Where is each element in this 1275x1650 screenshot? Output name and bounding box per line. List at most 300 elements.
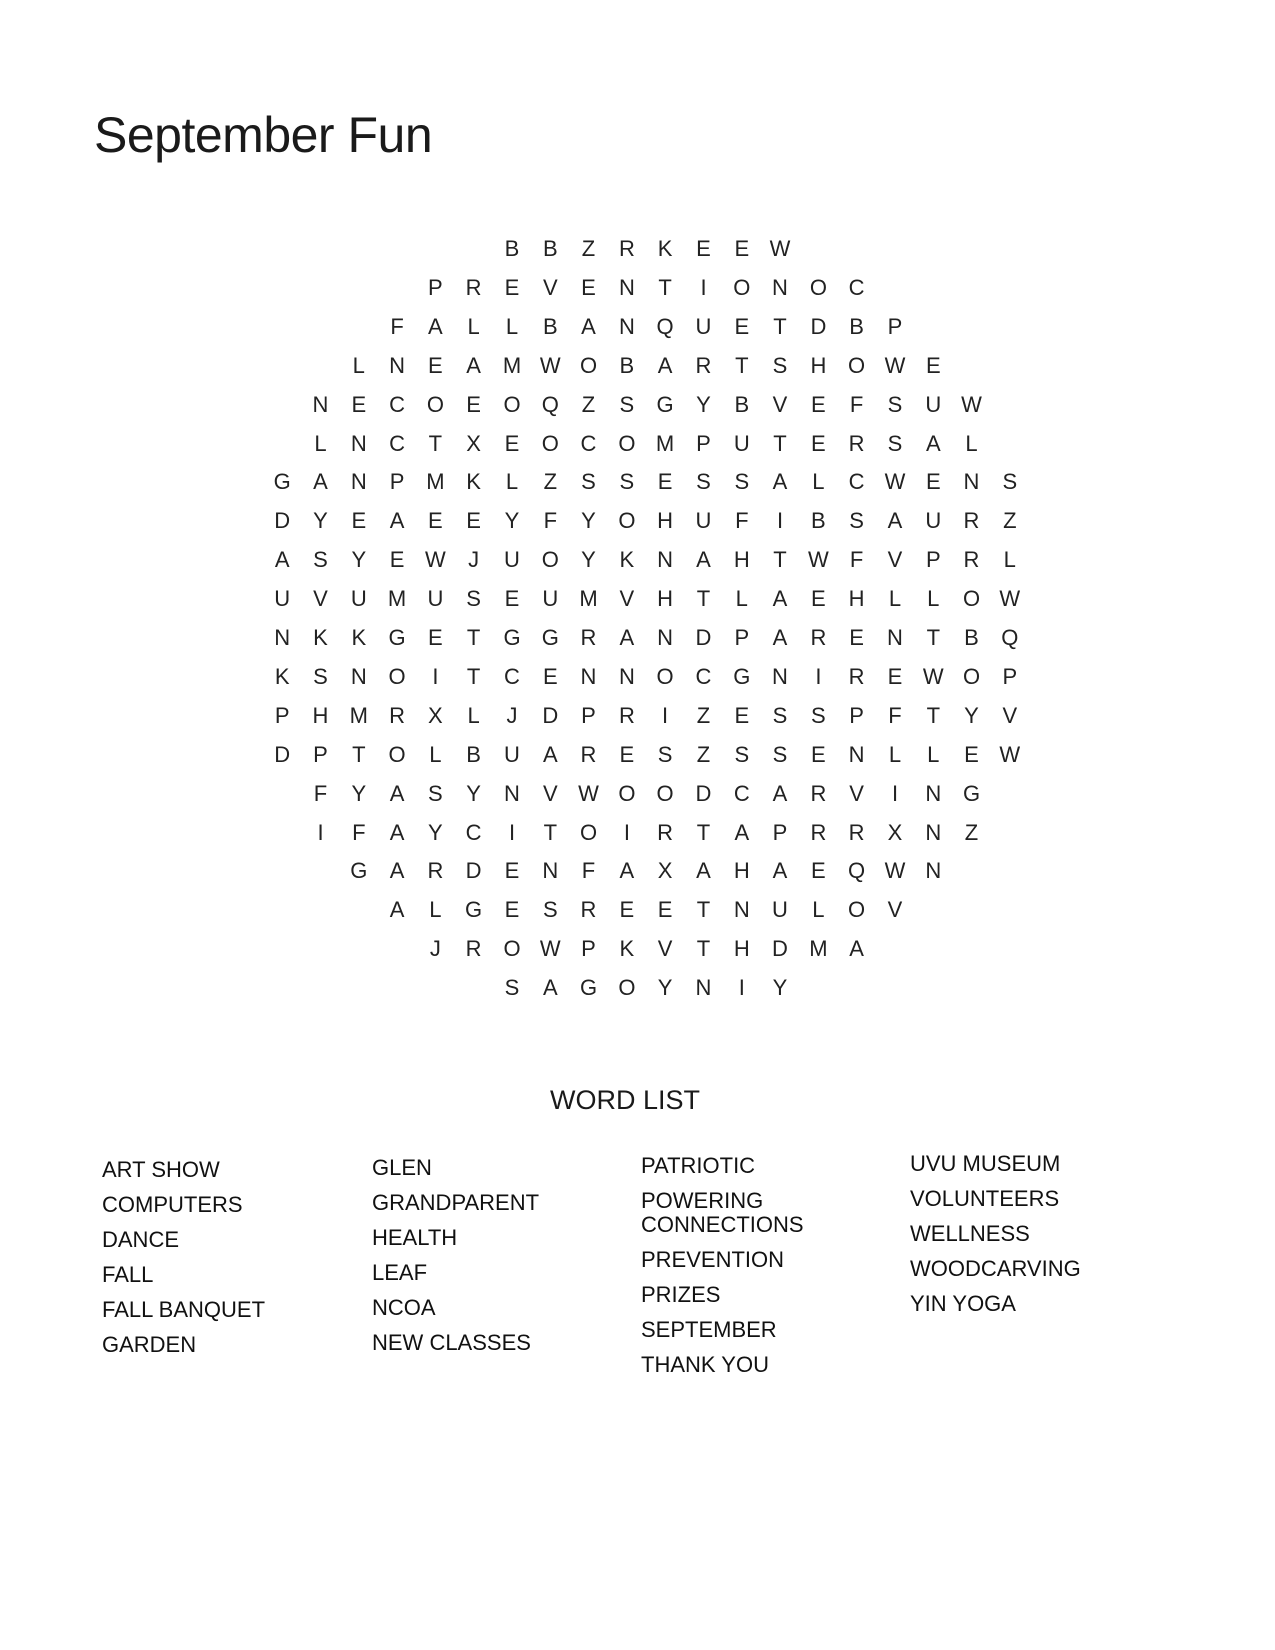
grid-letter: G [350,858,368,884]
grid-letter: R [810,780,827,806]
word-list-item: VOLUNTEERS [910,1186,1060,1211]
grid-letter: D [542,702,559,728]
word-list-item: FALL BANQUET [102,1297,266,1322]
grid-letter: U [733,430,750,456]
grid-letter: N [657,547,674,573]
grid-letter: E [811,741,826,767]
grid-letter: A [581,313,596,339]
grid-letter: U [772,897,788,923]
grid-letter: N [580,663,597,689]
grid-letter: P [428,274,443,300]
grid-letter: E [887,663,903,689]
grid-letter: K [619,547,635,573]
word-list-item: DANCE [102,1227,180,1252]
grid-letter: U [350,586,367,612]
grid-letter: Z [964,819,979,845]
grid-letter: I [623,819,630,845]
grid-letter: Y [504,508,520,534]
grid-letter: F [735,508,749,534]
grid-letter: Q [541,391,559,417]
grid-letter: A [542,975,558,1001]
grid-letter: B [542,236,558,261]
grid-letter: O [388,741,406,767]
grid-letter: A [772,586,788,612]
grid-letter: Y [657,975,673,1001]
grid-letter: A [389,508,405,534]
grid-letter: L [505,313,519,339]
grid-letter: G [656,391,674,417]
grid-letter: S [811,702,826,728]
grid-letter: S [772,741,788,767]
grid-letter: A [657,352,673,378]
grid-letter: W [539,936,561,962]
grid-letter: D [465,858,482,884]
grid-letter: N [925,780,942,806]
word-list-column-3 [641,1154,901,1388]
grid-letter: L [812,897,825,923]
grid-letter: L [314,430,327,456]
grid-letter: V [887,547,903,573]
word-list-item: NCOA [372,1295,436,1320]
grid-letter: E [581,274,596,300]
grid-letter: P [581,702,596,728]
grid-letter: Y [696,391,711,417]
grid-letter: T [773,313,787,339]
grid-letter: T [428,430,443,456]
grid-letter: I [432,663,439,689]
grid-letter: S [887,391,903,417]
grid-letter: A [887,508,903,534]
grid-letter: V [542,780,558,806]
grid-letter: G [388,625,406,650]
grid-letter: S [657,741,673,767]
grid-letter: W [999,741,1021,767]
word-list-column-1 [102,1158,362,1368]
grid-letter: V [849,780,864,806]
grid-letter: P [581,936,596,962]
grid-letter: C [580,430,597,456]
grid-letter: T [352,741,366,767]
grid-letter: V [1002,702,1018,728]
grid-letter: R [810,625,827,650]
grid-letter: U [695,313,712,339]
word-list-column-2 [372,1156,632,1366]
grid-letter: I [891,780,899,806]
grid-letter: R [389,702,406,728]
grid-letter: S [772,352,788,378]
grid-letter: I [662,702,669,728]
grid-letter: E [428,508,443,534]
grid-letter: A [772,780,788,806]
grid-letter: T [773,547,787,573]
grid-letter: E [657,469,673,495]
grid-letter: R [580,897,597,923]
grid-letter: W [961,391,982,417]
word-list-heading: WORD LIST [549,1085,700,1115]
grid-letter: I [317,819,324,845]
grid-letter: R [465,936,482,962]
grid-letter: E [504,586,520,612]
grid-letter: S [734,469,750,495]
grid-letter: N [618,663,635,689]
grid-letter: H [312,702,329,728]
grid-letter: T [696,936,711,962]
grid-letter: D [274,508,291,534]
grid-letter: S [734,741,750,767]
grid-letter: P [887,313,903,339]
grid-letter: C [733,780,750,806]
grid-letter: N [887,625,903,650]
grid-letter: W [808,547,829,573]
grid-letter: H [733,936,750,962]
grid-letter: N [350,663,367,689]
grid-letter: Y [581,547,596,573]
grid-letter: N [350,469,367,495]
grid-letter: E [619,897,635,923]
grid-letter: R [848,819,865,845]
grid-letter: A [428,313,443,339]
grid-letter: O [503,936,521,962]
grid-letter: M [426,469,445,495]
word-list-item: SEPTEMBER [641,1317,777,1342]
page-title: September Fun [94,107,433,163]
grid-letter: E [696,236,711,261]
word-list-item: HEALTH [372,1225,458,1250]
grid-letter: T [696,897,711,923]
grid-letter: T [735,352,749,378]
grid-letter: L [965,430,978,456]
grid-letter: N [695,975,712,1001]
grid-letter: V [542,274,558,300]
grid-letter: Q [1001,625,1019,650]
grid-letter: U [504,547,520,573]
grid-letter: E [351,508,367,534]
grid-letter: Y [466,780,481,806]
grid-letter: Y [964,702,979,728]
grid-letter: E [619,741,635,767]
word-list-item: ART SHOW [102,1157,220,1182]
grid-letter: G [733,663,751,689]
grid-letter: O [618,430,636,456]
word-list-item: COMPUTERS [102,1192,243,1217]
grid-letter: J [468,547,480,573]
grid-letter: Z [581,236,596,261]
grid-letter: A [274,547,290,573]
grid-letter: H [810,352,827,378]
grid-letter: G [503,625,521,650]
grid-letter: E [849,625,864,650]
grid-letter: P [772,819,788,845]
grid-letter: Z [696,702,711,728]
grid-letter: T [466,663,481,689]
grid-letter: E [811,391,826,417]
grid-letter: S [887,430,903,456]
grid-letter: L [735,586,748,612]
grid-letter: P [925,547,941,573]
grid-letter: S [581,469,596,495]
grid-letter: G [962,780,981,806]
grid-letter: D [772,936,788,962]
grid-letter: V [619,586,635,612]
grid-letter: C [848,274,865,300]
grid-letter: L [429,897,442,923]
grid-letter: E [925,469,941,495]
grid-letter: T [543,819,558,845]
grid-letter: N [389,352,406,378]
grid-letter: F [888,702,902,728]
grid-letter: C [848,469,865,495]
grid-letter: R [848,430,865,456]
grid-letter: E [734,702,750,728]
grid-letter: S [542,897,558,923]
grid-letter: T [696,819,711,845]
grid-letter: E [811,430,826,456]
word-list-item: WELLNESS [910,1221,1030,1246]
word-list-item: PATRIOTIC [641,1153,756,1178]
grid-letter: O [541,430,559,456]
grid-letter: Z [581,391,596,417]
grid-letter: K [657,236,673,261]
grid-letter: I [738,975,745,1001]
grid-letter: X [657,858,673,884]
grid-letter: A [772,858,788,884]
grid-letter: S [428,780,443,806]
grid-letter: E [389,547,405,573]
grid-letter: T [926,625,941,650]
grid-letter: N [733,897,750,923]
grid-letter: T [773,430,787,456]
grid-letter: O [733,274,751,300]
grid-letter: E [466,508,481,534]
word-list-item: PREVENTION [641,1247,785,1272]
grid-letter: T [466,625,481,650]
grid-letter: H [733,858,750,884]
grid-letter: E [964,741,979,767]
grid-letter: W [769,236,791,261]
grid-letter: G [273,469,291,495]
grid-letter: Q [656,313,674,339]
grid-letter: S [1002,469,1018,495]
grid-letter: R [848,663,865,689]
grid-letter: H [657,508,674,534]
grid-letter: B [542,313,558,339]
grid-letter: A [619,625,635,650]
grid-letter: W [425,547,446,573]
grid-letter: A [389,780,405,806]
grid-letter: O [848,352,866,378]
grid-letter: E [504,430,520,456]
grid-letter: B [466,741,481,767]
word-list-item: GRANDPARENT [372,1190,540,1215]
grid-letter: E [734,313,750,339]
grid-letter: E [657,897,673,923]
grid-letter: F [581,858,596,884]
grid-letter: P [313,741,328,767]
grid-letter: T [658,274,672,300]
grid-letter: R [963,508,980,534]
grid-letter: I [776,508,784,534]
grid-letter: A [389,819,405,845]
grid-letter: N [963,469,980,495]
grid-letter: F [352,819,366,845]
grid-letter: A [696,858,711,884]
grid-letter: P [389,469,405,495]
grid-letter: Y [428,819,443,845]
grid-letter: Q [848,858,866,884]
grid-letter: M [349,702,368,728]
grid-letter: C [465,819,482,845]
grid-letter: N [618,274,635,300]
word-list-item: THANK YOU [641,1352,769,1377]
grid-letter: W [539,352,561,378]
grid-letter: I [815,663,822,689]
grid-letter: R [618,702,635,728]
grid-letter: D [695,625,712,650]
grid-letter: S [504,975,520,1001]
grid-letter: U [695,508,712,534]
grid-letter: J [429,936,441,962]
grid-letter: H [733,547,750,573]
grid-letter: E [734,236,750,261]
grid-letter: B [734,391,750,417]
grid-letter: I [508,819,516,845]
grid-letter: B [849,313,864,339]
grid-letter: R [427,858,444,884]
word-list-item: LEAF [372,1260,428,1285]
grid-letter: G [541,625,559,650]
grid-letter: R [657,819,674,845]
grid-letter: M [502,352,522,378]
grid-letter: O [618,975,636,1001]
grid-letter: N [772,274,788,300]
grid-letter: M [387,586,407,612]
grid-letter: E [542,663,558,689]
grid-letter: X [466,430,481,456]
grid-letter: E [925,352,941,378]
grid-letter: O [656,780,674,806]
grid-letter: E [811,858,826,884]
grid-letter: O [962,586,981,612]
grid-letter: C [504,663,520,689]
grid-letter: N [618,313,635,339]
grid-letter: F [390,313,404,339]
grid-letter: E [466,391,481,417]
grid-letter: W [578,780,599,806]
grid-letter: O [579,352,598,378]
grid-letter: K [313,625,328,650]
grid-letter: M [809,936,828,962]
grid-letter: C [389,391,406,417]
grid-letter: O [388,663,406,689]
grid-letter: P [734,625,750,650]
grid-letter: N [848,741,865,767]
grid-letter: K [619,936,635,962]
grid-letter: S [849,508,864,534]
grid-letter: O [618,780,636,806]
grid-letter: L [352,352,365,378]
grid-letter: Y [313,508,328,534]
grid-letter: N [274,625,291,650]
word-list-item: FALL [102,1262,154,1287]
grid-letter: P [849,702,864,728]
grid-letter: W [999,586,1021,612]
grid-letter: Z [696,741,711,767]
grid-letter: N [312,391,329,417]
grid-letter: R [580,741,597,767]
grid-letter: E [351,391,367,417]
grid-letter: U [274,586,291,612]
grid-letter: Z [1003,508,1017,534]
grid-letter: I [700,274,707,300]
grid-letter: N [925,819,942,845]
grid-letter: A [696,547,711,573]
grid-letter: G [465,897,483,923]
grid-letter: N [772,663,788,689]
grid-letter: J [506,702,518,728]
grid-letter: W [884,858,906,884]
word-list-item: POWERING CONNECTIONS [641,1188,804,1237]
grid-letter: B [811,508,826,534]
grid-letter: F [543,508,558,534]
grid-letter: A [466,352,481,378]
grid-letter: O [656,663,674,689]
grid-letter: H [848,586,865,612]
grid-letter: D [810,313,827,339]
grid-letter: T [926,702,941,728]
grid-letter: O [541,547,559,573]
grid-letter: V [772,391,788,417]
grid-letter: L [467,702,480,728]
grid-letter: V [887,897,903,923]
grid-letter: S [619,469,635,495]
grid-letter: T [696,586,711,612]
grid-letter: Z [543,469,558,495]
grid-letter: O [809,274,827,300]
grid-letter: N [504,780,520,806]
grid-letter: Y [772,975,788,1001]
word-list-item: UVU MUSEUM [910,1151,1061,1176]
grid-letter: K [351,625,367,650]
grid-letter: B [964,625,979,650]
word-list-column-4 [910,1152,1170,1327]
grid-letter: L [927,741,940,767]
grid-letter: C [389,430,406,456]
grid-letter: S [313,663,328,689]
grid-letter: L [1003,547,1016,573]
grid-letter: A [772,469,788,495]
grid-letter: D [695,780,712,806]
grid-letter: V [657,936,673,962]
grid-letter: V [313,586,328,612]
grid-letter: A [772,625,788,650]
grid-letter: U [427,586,444,612]
word-list-item: GLEN [372,1155,432,1180]
grid-letter: F [849,391,864,417]
grid-letter: S [466,586,481,612]
grid-letter: X [428,702,443,728]
grid-letter: P [274,702,290,728]
grid-letter: E [504,897,520,923]
grid-letter: E [504,274,520,300]
grid-letter: O [962,663,981,689]
grid-letter: S [313,547,328,573]
grid-letter: U [504,741,520,767]
grid-letter: A [389,897,405,923]
grid-letter: E [811,586,826,612]
grid-letter: A [734,819,750,845]
grid-letter: N [657,625,674,650]
grid-letter: U [925,508,942,534]
